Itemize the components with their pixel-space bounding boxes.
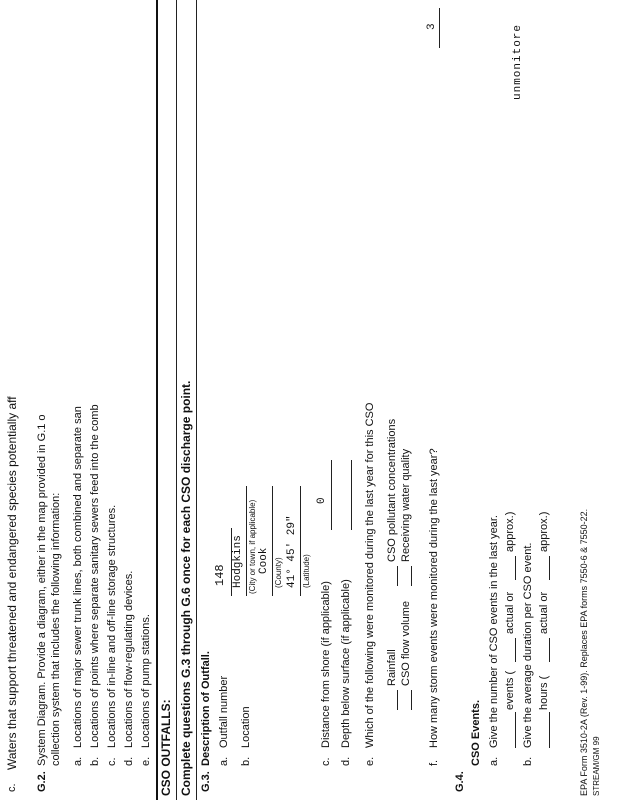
depth-line [351, 460, 352, 530]
outfall-number-value: 148 [213, 564, 227, 586]
g2-item-d-text: Locations of flow-regulating devices. [123, 570, 135, 748]
events-actual-line [515, 638, 516, 662]
city-caption: (City or town, if applicable) [248, 499, 257, 594]
g3-e-letter: e. [364, 756, 376, 766]
distance-value: 0 [316, 497, 328, 504]
events-approx-label: approx.) [504, 511, 516, 552]
g2-item-c-text: Locations of in-line and off-line storage structures. [106, 504, 118, 748]
latitude-line [300, 486, 301, 596]
g4-a-letter: a. [488, 756, 500, 766]
g4-title: CSO Events. [470, 699, 482, 766]
g3-b-letter: b. [240, 756, 252, 766]
hours-approx-line [549, 556, 550, 580]
events-label: events ( [504, 670, 516, 710]
latitude-caption: (Latitude) [302, 554, 311, 588]
g3-f-text: How many storm events were monitored during the last year? [428, 448, 440, 748]
distance-line [331, 460, 332, 530]
g2-item-c-letter: c. [106, 757, 118, 766]
g3-number: G.3. [200, 771, 212, 792]
g2-item-a-letter: a. [72, 756, 84, 766]
city-line [246, 486, 247, 596]
hours-actual-line [549, 638, 550, 662]
g4-a-text: Give the number of CSO events in the last year. [488, 515, 500, 748]
city-value: Hodgkins [232, 535, 244, 588]
footer-form-id: EPA Form 3510-2A (Rev. 1-99). Replaces EPA forms 7550-6 & 7550-22. [579, 508, 589, 796]
hours-count-line [549, 712, 550, 748]
hours-actual-label: actual or [538, 591, 550, 634]
g3-c-letter: c. [320, 757, 332, 766]
g3-f-letter: f. [428, 759, 440, 766]
g4-b-text: Give the average duration per CSO event. [522, 542, 534, 748]
g4-number: G.4. [454, 771, 466, 792]
flow-volume-label: CSO flow volume [400, 601, 412, 686]
g2-item-d-letter: d. [123, 756, 135, 766]
g3-d-letter: d. [340, 756, 352, 766]
g3-a-letter: a. [218, 756, 230, 766]
latitude-value: 41° 45' 29" [286, 515, 298, 588]
section-rule-mid [176, 0, 177, 800]
section-rule-top [156, 0, 158, 800]
receiving-checkbox[interactable] [411, 566, 412, 586]
events-approx-line [515, 556, 516, 580]
receiving-label: Receiving water quality [400, 448, 412, 562]
g2-item-e-text: Locations of pump stations. [140, 614, 152, 748]
events-count-line [515, 712, 516, 748]
item-c-letter: c. [6, 783, 18, 792]
rainfall-checkbox[interactable] [397, 690, 398, 710]
county-line [272, 486, 273, 596]
unmonitored-label: unmonitore [512, 23, 524, 100]
pollutant-checkbox[interactable] [397, 566, 398, 586]
g3-a-text: Outfall number [218, 675, 230, 748]
complete-note: Complete questions G.3 through G.6 once for each CSO discharge point. [179, 380, 193, 796]
g2-item-b-text: Locations of points where separate sanitary sewers feed into the comb [89, 404, 101, 748]
storm-events-value: 3 [426, 23, 438, 30]
g3-c-text: Distance from shore (if applicable) [320, 581, 332, 748]
hours-approx-label: approx.) [538, 511, 550, 552]
g2-item-e-letter: e. [140, 756, 152, 766]
pollutant-label: CSO pollutant concentrations [386, 418, 398, 562]
g2-number: G.2. [36, 771, 48, 792]
hours-label: hours ( [538, 675, 550, 710]
section-rule-bottom [196, 0, 197, 800]
g2-item-b-letter: b. [89, 756, 101, 766]
cso-outfalls-header: CSO OUTFALLS: [159, 699, 173, 796]
flow-volume-checkbox[interactable] [411, 690, 412, 710]
g2-text-line1: System Diagram. Provide a diagram, either in the map provided in G.1 o [36, 414, 48, 766]
footer-stream-id: STREAM/GM 99 [592, 736, 601, 796]
county-caption: (County) [274, 557, 283, 588]
g4-b-letter: b. [522, 756, 534, 766]
county-value: Cook [258, 547, 270, 574]
g3-b-text: Location [240, 706, 252, 748]
rainfall-label: Rainfall [386, 649, 398, 686]
events-actual-label: actual or [504, 591, 516, 634]
item-c-text: Waters that support threatened and endangered species potentially aff [5, 396, 19, 770]
storm-events-line [439, 8, 440, 48]
g3-e-text: Which of the following were monitored during the last year for this CSO [364, 402, 376, 748]
g3-title: Description of Outfall. [200, 651, 212, 766]
g2-item-a-text: Locations of major sewer trunk lines, both combined and separate san [72, 406, 84, 748]
g3-d-text: Depth below surface (if applicable) [340, 579, 352, 748]
g2-text-line2: collection system that includes the following information: [50, 492, 62, 766]
